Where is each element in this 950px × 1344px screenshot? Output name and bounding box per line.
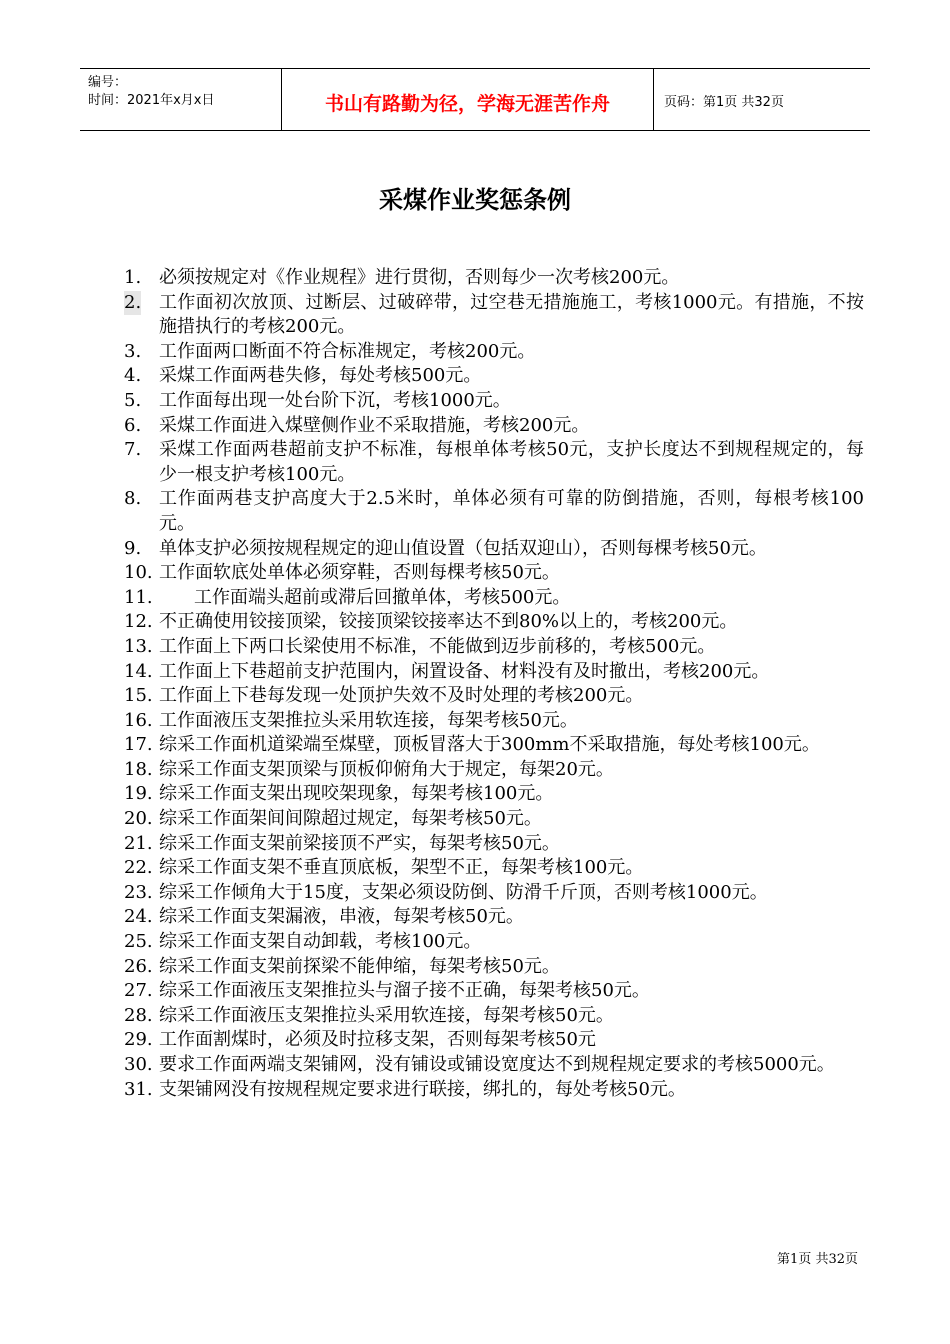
rule-number: 19. [124,783,153,805]
rule-item [124,684,864,709]
rule-item [124,955,864,980]
rule-number: 3. [124,340,142,362]
rule-number: 26. [124,955,153,977]
rule-text: 工作面割煤时，必须及时拉移支架，否则每架考核50元 [159,1029,596,1051]
rule-text: 不正确使用铰接顶梁，铰接顶梁铰接率达不到80%以上的，考核200元。 [159,611,738,633]
rule-text: 综采工作面架间间隙超过规定，每架考核50元。 [159,808,542,830]
rule-text: 综采工作面支架前探梁不能伸缩，每架考核50元。 [159,955,560,977]
rule-text: 采煤工作面进入煤壁侧作业不采取措施，考核200元。 [159,414,590,436]
rule-item [124,856,864,881]
rule-number: 1. [124,267,142,288]
rule-text: 工作面每出现一处台阶下沉，考核1000元。 [159,389,511,411]
rule-item [124,266,864,291]
rule-item [124,1004,864,1029]
rules-list [124,266,864,1102]
rule-text: 工作面初次放顶、过断层、过破碎带，过空巷无措施施工，考核1000元。有措施，不按施措执行的考核200元。 [159,291,864,338]
rule-text: 工作面上下巷超前支护范围内，闲置设备、材料没有及时撤出，考核200元。 [159,660,770,682]
page-header [80,68,870,131]
header-page-info: 页码：第1页 共32页 [664,95,784,110]
document-title: 采煤作业奖惩条例 [379,186,571,214]
rule-number: 16. [124,709,153,731]
rule-item [124,291,864,340]
rule-text: 综采工作面支架自动卸载，考核100元。 [159,931,482,953]
rule-number: 29. [124,1029,153,1051]
rule-text: 采煤工作面两巷失修，每处考核500元。 [159,365,482,387]
rule-number: 27. [124,980,153,1002]
rule-number: 18. [124,758,153,780]
rule-item [124,610,864,635]
rule-item [124,1053,864,1078]
rule-item [124,340,864,365]
rule-number: 8. [124,488,142,510]
rule-number: 11. [124,586,153,608]
rule-number: 30. [124,1054,153,1075]
rule-number: 17. [124,734,153,756]
rule-number: 31. [124,1078,153,1100]
rule-text: 综采工作面支架不垂直顶底板，架型不正，每架考核100元。 [159,857,644,879]
doc-number-label: 编号： [88,75,128,90]
rule-text: 必须按规定对《作业规程》进行贯彻，否则每少一次考核200元。 [159,267,680,288]
rule-item [124,905,864,930]
rule-number: 21. [124,832,153,854]
rule-item [124,881,864,906]
rule-number: 12. [124,611,153,633]
rule-item [124,438,864,487]
header-meta-cell [80,69,282,130]
rule-number: 7. [124,439,142,461]
rule-number: 28. [124,1004,153,1026]
rule-item [124,733,864,758]
rule-text: 工作面液压支架推拉头采用软连接，每架考核50元。 [159,709,578,731]
rule-item [124,660,864,685]
rule-text: 综采工作面液压支架推拉头采用软连接，每架考核50元。 [159,1004,614,1026]
rule-text: 工作面端头超前或滞后回撤单体，考核500元。 [194,586,571,608]
rule-number: 2. [124,291,141,316]
rule-text: 综采工作面支架漏液，串液，每架考核50元。 [159,906,524,928]
rule-item [124,389,864,414]
rule-text: 工作面上下巷每发现一处顶护失效不及时处理的考核200元。 [159,685,644,707]
rule-item [124,1028,864,1053]
rule-text: 综采工作面液压支架推拉头与溜子接不正确，每架考核50元。 [159,980,650,1002]
rule-number: 25. [124,931,153,953]
doc-date-label: 时间：2021年x月x日 [88,93,215,108]
rule-item [124,709,864,734]
rule-item [124,758,864,783]
rule-number: 15. [124,685,153,707]
rule-item [124,487,864,536]
rule-item [124,414,864,439]
page-footer: 第1页 共32页 [777,1252,858,1267]
rule-number: 5. [124,389,142,411]
rule-number: 13. [124,635,153,657]
rule-number: 23. [124,881,153,903]
header-page-cell [654,69,870,130]
rule-text: 综采工作面支架出现咬架现象，每架考核100元。 [159,783,554,805]
rule-item [124,537,864,562]
rule-number: 6. [124,414,142,436]
rule-number: 4. [124,365,142,387]
rule-item [124,561,864,586]
rule-text: 工作面上下两口长梁使用不标准，不能做到迈步前移的，考核500元。 [159,635,716,657]
rule-item [124,586,864,611]
rule-text: 工作面软底处单体必须穿鞋，否则每棵考核50元。 [159,562,560,584]
rule-item [124,930,864,955]
rule-number: 10. [124,562,153,584]
rule-text: 单体支护必须按规程规定的迎山值设置（包括双迎山），否则每棵考核50元。 [159,537,767,559]
rule-text: 要求工作面两端支架铺网，没有铺设或铺设宽度达不到规程规定要求的考核5000元。 [159,1054,835,1075]
header-motto: 书山有路勤为径，学海无涯苦作舟 [324,93,610,115]
rule-number: 14. [124,660,153,682]
rule-text: 支架铺网没有按规程规定要求进行联接，绑扎的，每处考核50元。 [159,1078,686,1100]
rule-item [124,832,864,857]
rule-item [124,979,864,1004]
rule-text: 综采工作倾角大于15度，支架必须设防倒、防滑千斤顶，否则考核1000元。 [159,881,768,903]
rule-number: 20. [124,808,153,830]
header-motto-cell [282,69,654,130]
rule-text: 工作面两口断面不符合标准规定，考核200元。 [159,340,536,362]
rule-text: 工作面两巷支护高度大于2.5米时，单体必须有可靠的防倒措施，否则，每根考核100元。 [159,488,864,534]
rule-text: 综采工作面支架顶梁与顶板仰俯角大于规定，每架20元。 [159,758,614,780]
rule-item [124,807,864,832]
rule-item [124,635,864,660]
rule-item [124,782,864,807]
rule-text: 采煤工作面两巷超前支护不标准，每根单体考核50元，支护长度达不到规程规定的，每少一根支护考核100元。 [159,439,864,485]
rule-number: 9. [124,537,142,559]
rule-text: 综采工作面支架前梁接顶不严实，每架考核50元。 [159,832,560,854]
rule-text: 综采工作面机道梁端至煤壁，顶板冒落大于300mm不采取措施，每处考核100元。 [159,734,820,756]
rule-number: 24. [124,906,153,928]
rule-item [124,1078,864,1103]
rule-item [124,364,864,389]
rule-number: 22. [124,857,153,879]
